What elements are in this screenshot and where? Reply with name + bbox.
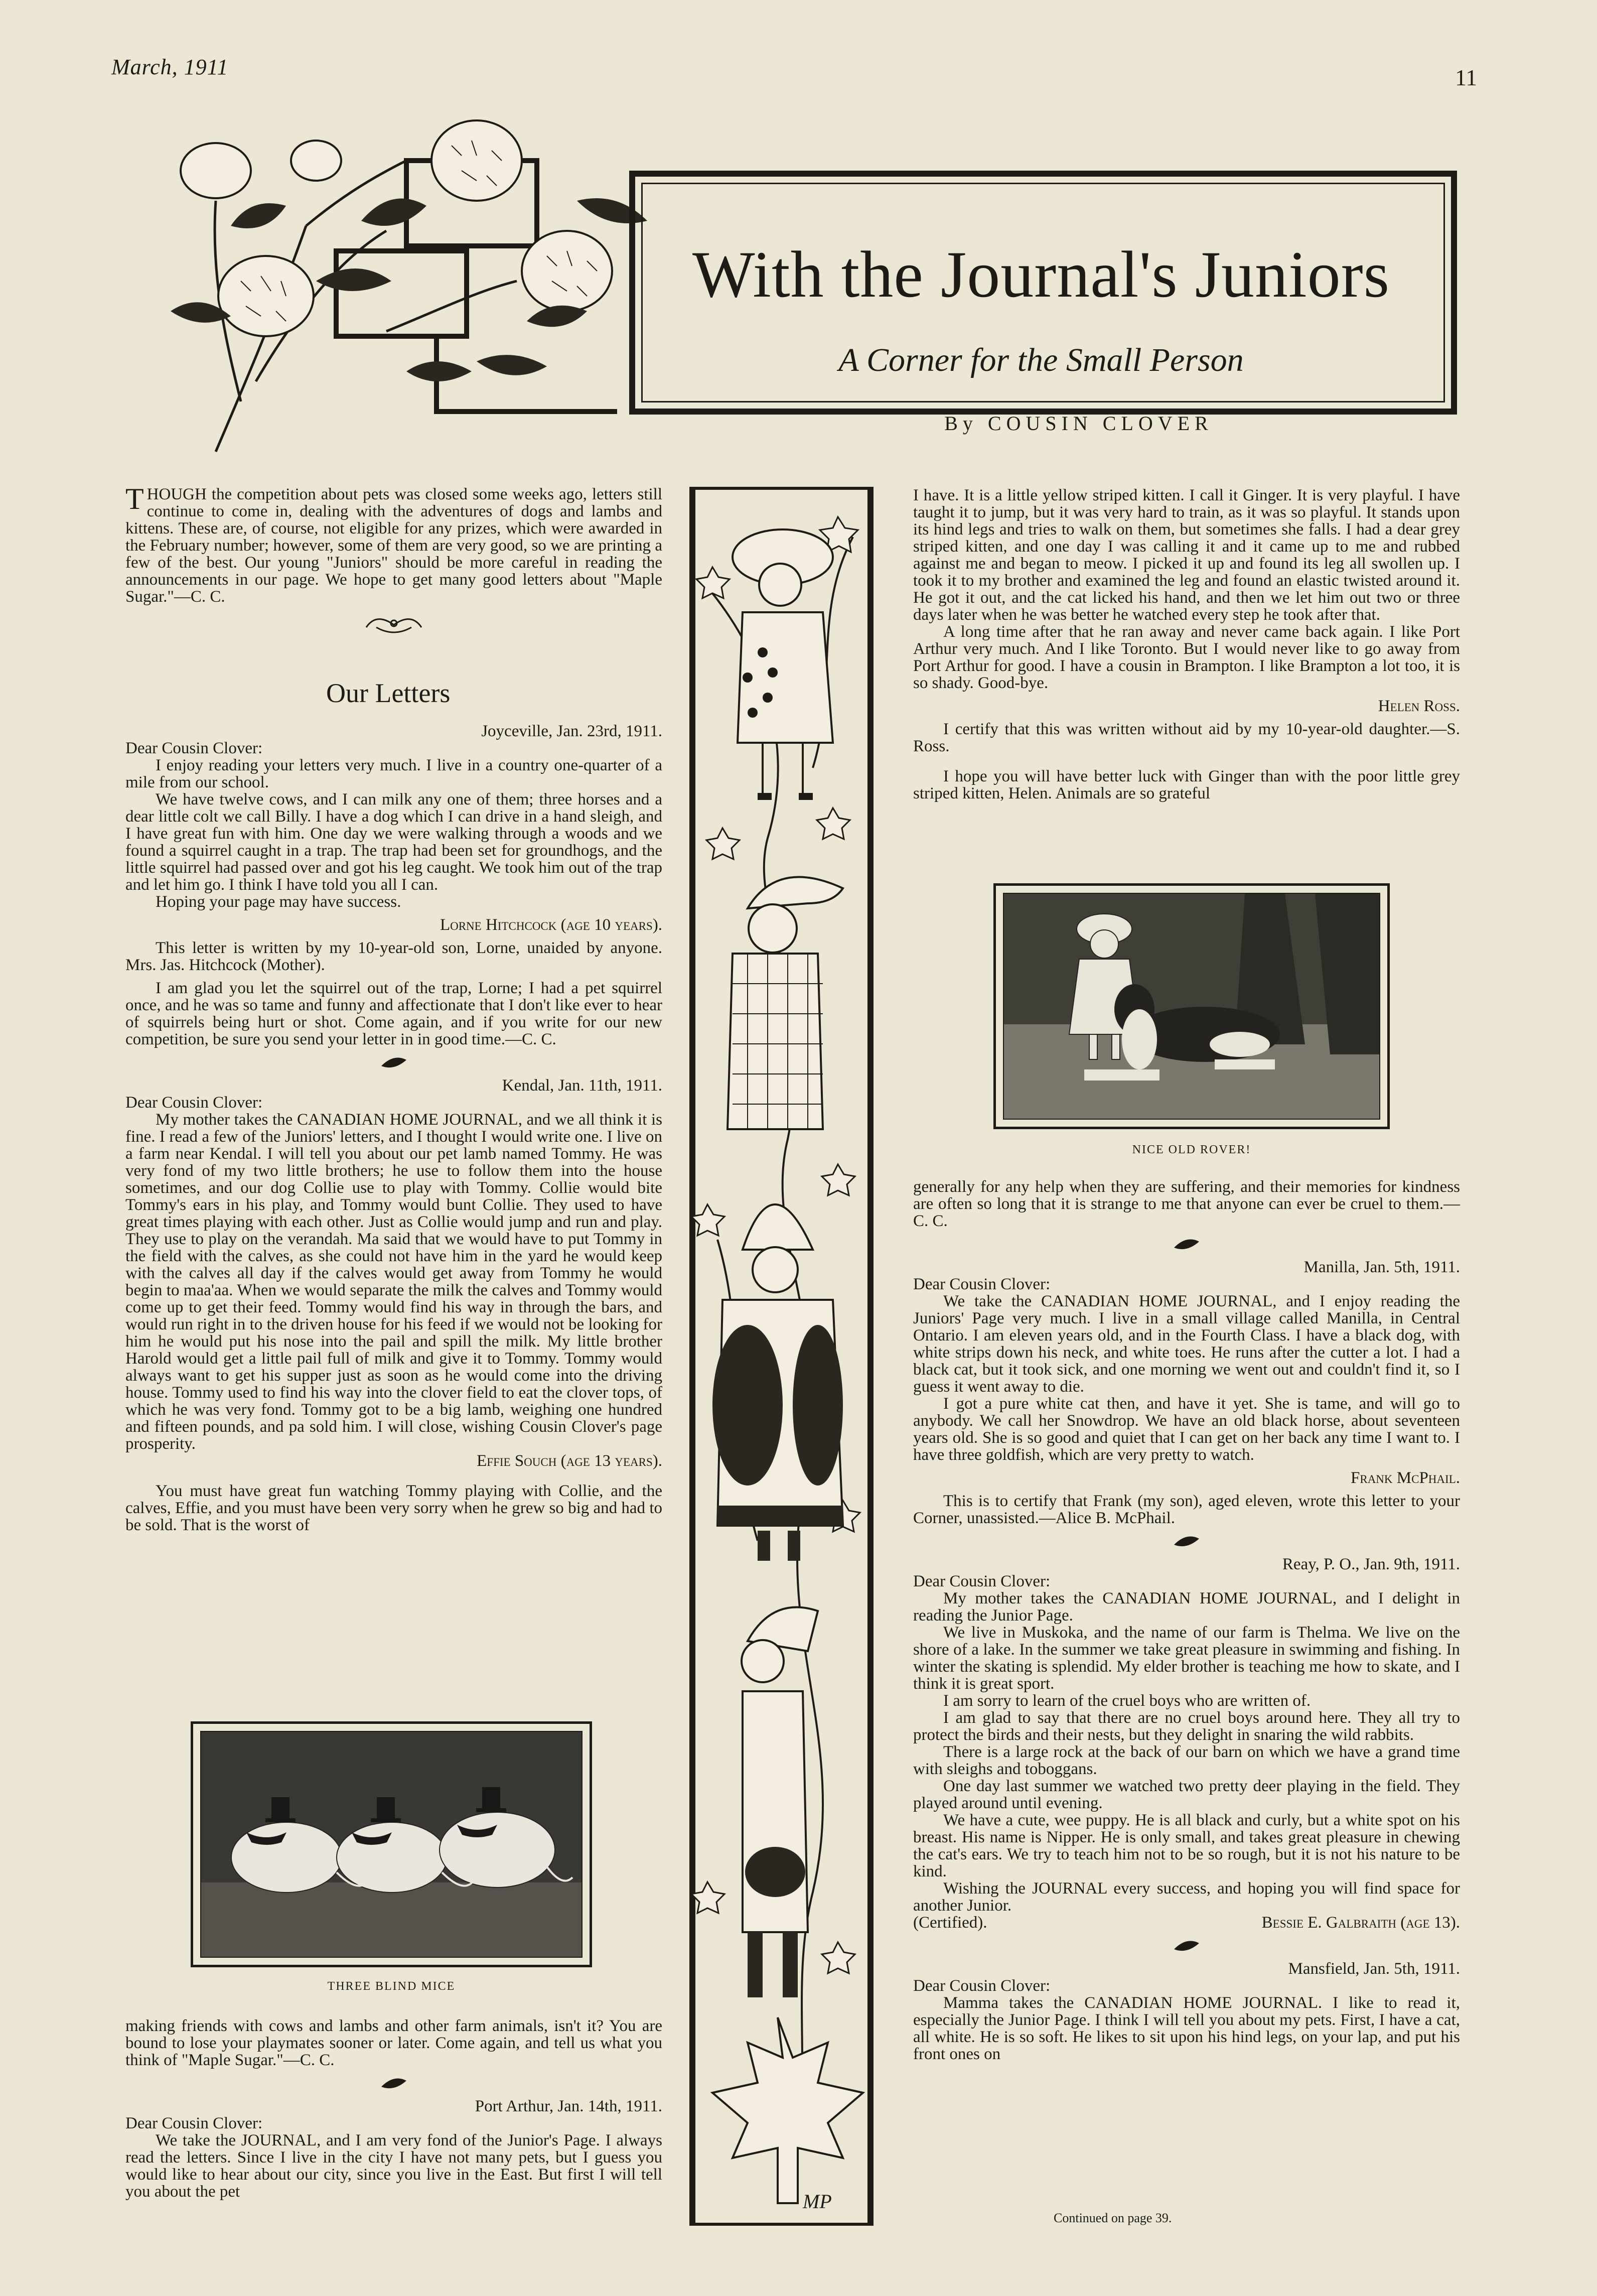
letter-place-date: Mansfield, Jan. 5th, 1911.: [1288, 1960, 1460, 1978]
rover-photo-image: [1003, 893, 1380, 1120]
leaf-ornament-icon: [379, 1055, 409, 1070]
parent-certification: This is to certify that Frank (my son), aged eleven, wrote this letter to your Corner, unassisted.—Alice B. McPhail.: [913, 1492, 1460, 1527]
letter-place-date: Joyceville, Jan. 23rd, 1911.: [481, 722, 662, 740]
letter-greeting: Dear Cousin Clover:: [125, 739, 263, 757]
parent-certification: I certify that this was written without aid by my 10-year-old daughter.—S. Ross.: [913, 720, 1460, 755]
issue-date: March, 1911: [111, 55, 229, 79]
letter-paragraph: Hoping your page may have success.: [156, 893, 401, 911]
editor-reply: You must have great fun watching Tommy playing with Collie, and the calves, Effie, and you must have been very sorry when he grew so big and had to be sold. That is the worst of: [125, 1482, 662, 1534]
mice-caption: THREE BLIND MICE: [327, 1980, 456, 1993]
letter-signature: Frank McPhail.: [1351, 1469, 1460, 1487]
editor-reply: I hope you will have better luck with Ginger than with the poor little grey striped kitten, Helen. Animals are so grateful: [913, 767, 1460, 802]
letter-greeting: Dear Cousin Clover:: [125, 2114, 263, 2132]
letter-paragraph: I am glad to say that there are no cruel boys around here. They all try to protect the birds and their nests, but they delight in snaring the wild rabbits.: [913, 1709, 1460, 1744]
parent-certification: This letter is written by my 10-year-old son, Lorne, unaided by anyone. Mrs. Jas. Hitchcock (Mother).: [125, 939, 662, 974]
letter-paragraph: There is a large rock at the back of our barn on which we have a grand time with sleighs and toboggans.: [913, 1743, 1460, 1778]
page-number: 11: [1455, 65, 1478, 90]
letter-paragraph: One day last summer we watched two pretty deer playing in the field. They played around until evening.: [913, 1777, 1460, 1812]
letter-signature: Bessie E. Galbraith (age 13).: [1261, 1914, 1460, 1932]
leaf-ornament-icon: [1172, 1938, 1202, 1953]
letter-greeting: Dear Cousin Clover:: [913, 1977, 1051, 1995]
letter-paragraph: I enjoy reading your letters very much. I live in a country one-quarter of a mile from our school.: [125, 756, 662, 791]
letter-place-date: Kendal, Jan. 11th, 1911.: [502, 1076, 662, 1095]
mice-figures: [201, 1732, 583, 1958]
page-title: With the Journal's Juniors: [692, 237, 1390, 311]
letter-paragraph: We take the CANADIAN HOME JOURNAL, and I enjoy reading the Juniors' Page very much. I live in a small village called Manilla, in Central Ontario. I am eleven years old, and in the Fourth Class. I have a black dog, with white strips down his neck, and white toes. He runs after the cutter a lot. I had a black cat, but it took sick, and one morning we went out and couldn't find it, so I guess it went away to die.: [913, 1292, 1460, 1396]
letter-paragraph: Wishing the JOURNAL every success, and hoping you will find space for another Junior.: [913, 1879, 1460, 1915]
leaf-ornament-icon: [1172, 1534, 1202, 1549]
certified-note: (Certified).: [913, 1914, 987, 1932]
letter-place-date: Port Arthur, Jan. 14th, 1911.: [475, 2097, 662, 2115]
letter-paragraph: I got a pure white cat then, and have it yet. She is tame, and will go to anybody. We call her Snowdrop. We have an old black horse, about seventeen years old. She is so good and quiet that I can get on her back any time I want to. I have three goldfish, which are very pretty to watch.: [913, 1395, 1460, 1464]
clover-illustration: [125, 100, 677, 462]
letter-paragraph: We have a cute, wee puppy. He is all black and curly, but a white spot on his breast. His name is Nipper. He is only small, and takes great pleasure in chewing the cat's ears. We try to teach him not to be so rough, but it is not his nature to be kind.: [913, 1811, 1460, 1880]
letter-place-date: Manilla, Jan. 5th, 1911.: [1303, 1258, 1460, 1276]
letter-signature: Lorne Hitchcock (age 10 years).: [440, 916, 662, 934]
ornament-icon: [361, 612, 426, 635]
page-subtitle: A Corner for the Small Person: [838, 342, 1244, 378]
mice-photo-image: [200, 1731, 583, 1958]
letter-paragraph: We take the JOURNAL, and I am very fond of the Junior's Page. I always read the letters. Since I live in the city I have not many pets, but I guess you would like to hear about our city, since you live in the East. But first I will tell you about the pet: [125, 2131, 662, 2201]
girl-and-dog-figures: [1004, 894, 1380, 1120]
editor-reply: generally for any help when they are suffering, and their memories for kindness are often so long that it is strange to me that anyone can ever be cruel to them.—C. C.: [913, 1178, 1460, 1230]
letter-paragraph: My mother takes the CANADIAN HOME JOURNAL, and we all think it is fine. I read a few of the Juniors' letters, and I thought I would write one. I live on a farm near Kendal. I will tell you about our pet lamb named Tommy. He was very fond of my two little brothers; he use to follow them into the house sometimes, and our dog Collie use to play with Tommy. Collie would bite Tommy's ears in his play, and Tommy would bunt Collie. They used to have great times playing with each other. Just as Collie would jump and run and play. They use to play on the verandah. Ma said that we would have to put Tommy in the field with the calves, as she could not have him in the yard he would keep with the calves all day if the calves would get away from Tommy he would begin to maa'aa. When we would separate the milk the calves and Tommy would come up to get their feed. Tommy would find his way in through the bars, and would run right in to the driven house for his feed if we would not be looking for him he would put his nose into the pail and spill the milk. My little brother Harold would get a little pail full of milk and give it to Tommy. Tommy would always want to get his supper just as soon as he would come into the driving house. Tommy used to find his way into the clover field to eat the clover tops, of which he was very fond. Tommy got to be a big lamb, weighing one hundred and fifteen pounds, and pa sold him. I will close, wishing Cousin Clover's page prosperity.: [125, 1111, 662, 1453]
letter-paragraph: Mamma takes the CANADIAN HOME JOURNAL. I like to read it, especially the Junior Page. I think I will tell you about my pets. First, I have a cat, all white. He is so soft. He likes to sit upon his hind legs, on your lap, and put his front ones on: [913, 1994, 1460, 2063]
byline: By COUSIN CLOVER: [944, 412, 1213, 435]
right-column-top: [913, 487, 1460, 802]
leaf-ornament-icon: [379, 2076, 409, 2091]
letter-signature: Helen Ross.: [1378, 697, 1460, 715]
left-column-bottom: [125, 2017, 662, 2200]
leaf-ornament-icon: [1172, 1237, 1202, 1252]
letter-place-date: Reay, P. O., Jan. 9th, 1911.: [1282, 1555, 1460, 1573]
mice-photo: [191, 1721, 592, 1967]
letter-signature: Effie Souch (age 13 years).: [477, 1452, 662, 1470]
intro-dropcap: T: [125, 482, 144, 515]
letter-greeting: Dear Cousin Clover:: [913, 1275, 1051, 1293]
continued-note: Continued on page 39.: [1054, 2211, 1172, 2225]
letter-certified-line: [913, 1914, 1460, 1931]
letter-greeting: Dear Cousin Clover:: [913, 1572, 1051, 1590]
letter-paragraph: My mother takes the CANADIAN HOME JOURNAL, and I delight in reading the Junior Page.: [913, 1589, 1460, 1625]
editor-reply: making friends with cows and lambs and other farm animals, isn't it? You are bound to lose your playmates sooner or later. Come again, and tell us what you think of "Maple Sugar."—C. C.: [125, 2017, 662, 2069]
section-heading: Our Letters: [326, 678, 451, 708]
left-column: [125, 482, 662, 642]
letter-paragraph: I am sorry to learn of the cruel boys who are written of.: [943, 1692, 1311, 1710]
letter-paragraph: I have. It is a little yellow striped kitten. I call it Ginger. It is very playful. I have taught it to jump, but it was very hard to train, as it was so playful. It stands upon its hind legs and tries to walk on them, but sometimes she falls. I had a dear grey striped kitten, and one day I was calling it and it came up to me and rubbed against me and began to meow. I picked it up and found its leg all swollen up. I took it to my brother and examined the leg and found an elastic twisted around it. He got it out, and the cat licked his hand, and then we let him out two or three days later when he was better he watched every step he took after that.: [913, 486, 1460, 624]
children-border-illustration: [687, 487, 876, 2226]
left-column-letters: [125, 723, 662, 1534]
letter-paragraph: We live in Muskoka, and the name of our farm is Thelma. We live on the shore of a lake. In the summer we take great pleasure in swimming and fishing. In winter the skating is splendid. My elder brother is teaching me how to skate, and I think it is great sport.: [913, 1624, 1460, 1693]
rover-photo: [993, 883, 1390, 1129]
artist-monogram: MP: [803, 2190, 832, 2213]
rover-caption: NICE OLD ROVER!: [1132, 1143, 1251, 1156]
editor-reply: I am glad you let the squirrel out of the trap, Lorne; I had a pet squirrel once, and he was so tame and funny and affectionate that I don't like ever to hear of squirrels being hurt or shot. Come again, and if you write for our new competition, be sure you send your letter in in good time.—C. C.: [125, 979, 662, 1048]
right-column-bottom: [913, 1178, 1460, 2063]
letter-greeting: Dear Cousin Clover:: [125, 1094, 263, 1112]
letter-paragraph: We have twelve cows, and I can milk any one of them; three horses and a dear little colt we call Billy. I have a dog which I can drive in a hand sleigh, and I have great fun with him. One day we were walking through a woods and we found a squirrel caught in a trap. The trap had been set for groundhogs, and the little squirrel had passed over and got his leg caught. We took him out of the trap and let him go. I think I have told you all I can.: [125, 790, 662, 894]
letter-paragraph: A long time after that he ran away and never came back again. I like Port Arthur very much. And I like Toronto. But I would never like to go away from Port Arthur for good. I have a cousin in Brampton. I like Brampton a lot too, it is so shady. Good-bye.: [913, 623, 1460, 692]
intro-paragraph: THOUGH the competition about pets was closed some weeks ago, letters still continue to come in, dealing with the adventures of dogs and lambs and kittens. These are, of course, not eligible for any prizes, which were awarded in the February number; however, some of them are very good, so we are printing a few of the best. Our young "Juniors" should be more careful in reading the announcements in our page. We hope to get many good letters about "Maple Sugar."—C. C.: [125, 482, 662, 606]
